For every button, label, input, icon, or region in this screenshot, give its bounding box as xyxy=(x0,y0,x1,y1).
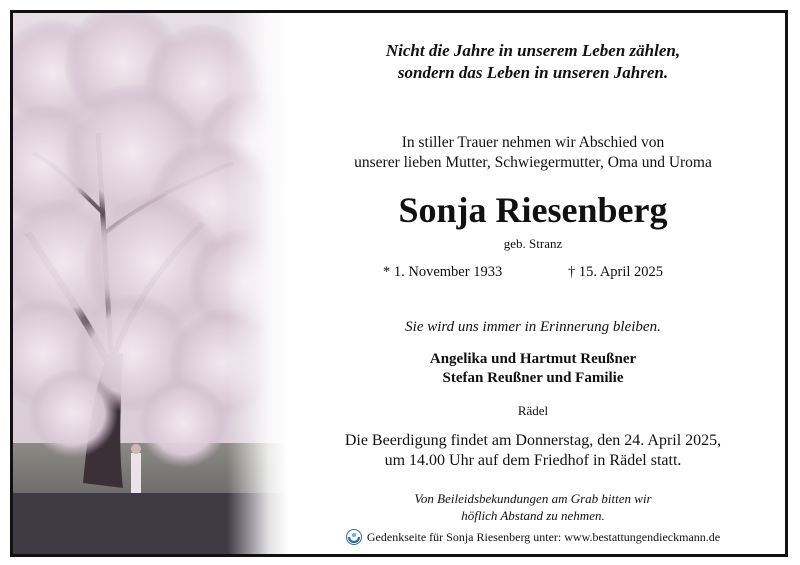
memorial-page-footer xyxy=(303,529,763,545)
family-line: Angelika und Hartmut Reußner xyxy=(429,351,637,367)
memory-line: Sie wird uns immer in Erinnerung bleiben. xyxy=(405,319,661,335)
condolence-line: höflich Abstand zu nehmen. xyxy=(461,508,605,523)
memorial-page-link[interactable]: Gedenkseite für Sonja Riesenberg unter: www.bestattungendieckmann.de xyxy=(366,530,721,544)
deceased-name: Sonja Riesenberg xyxy=(398,190,668,230)
quote-line: sondern das Leben in unseren Jahren. xyxy=(397,63,669,82)
place-name: Rädel xyxy=(517,403,549,418)
quote-line: Nicht die Jahre in unserem Leben zählen, xyxy=(385,41,681,60)
family-names xyxy=(303,350,763,388)
condolence-note xyxy=(303,490,763,524)
death-date: † 15. April 2025 xyxy=(568,264,664,280)
birth-name: geb. Stranz xyxy=(503,236,563,251)
intro-line: unserer lieben Mutter, Schwiegermutter, Oma und Uroma xyxy=(354,154,712,171)
funeral-line: um 14.00 Uhr auf dem Friedhof in Rädel statt. xyxy=(384,452,682,469)
funeral-line: Die Beerdigung findet am Donnerstag, den 24. April 2025, xyxy=(344,432,722,449)
funeral-home-logo-icon xyxy=(346,529,362,545)
intro-line: In stiller Trauer nehmen wir Abschied von xyxy=(401,134,665,151)
memorial-quote xyxy=(303,40,763,84)
photo-fade-overlay xyxy=(13,13,288,554)
funeral-details xyxy=(303,431,763,471)
obituary-frame xyxy=(10,10,788,557)
birth-date: * 1. November 1933 xyxy=(383,264,503,280)
obituary-text xyxy=(303,13,763,554)
farewell-intro xyxy=(303,133,763,173)
family-line: Stefan Reußner und Familie xyxy=(442,370,624,386)
condolence-line: Von Beileidsbekundungen am Grab bitten wir xyxy=(414,491,652,506)
